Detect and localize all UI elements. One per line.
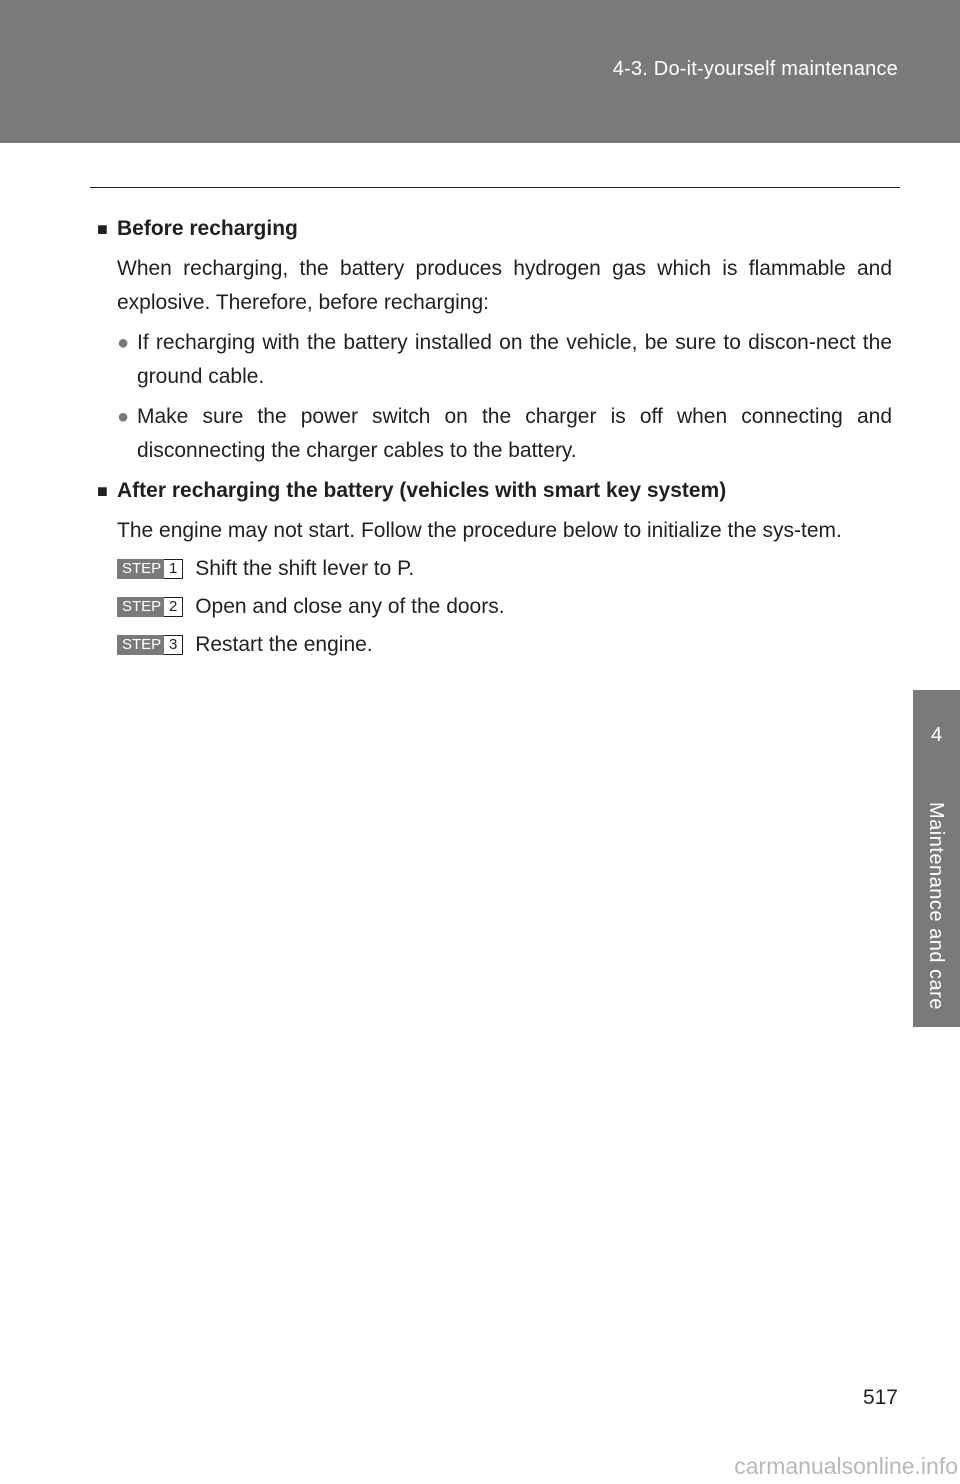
page-header (0, 0, 960, 143)
step-badge (117, 559, 183, 579)
section-paragraph: The engine may not start. Follow the procedure below to initialize the sys-tem. (117, 519, 842, 542)
step-label: STEP (117, 635, 164, 655)
section-heading-text: Before recharging (117, 217, 298, 240)
step-item (117, 590, 892, 624)
step-number: 3 (164, 635, 183, 655)
step-text: Shift the shift lever to P. (195, 557, 415, 580)
circle-bullet-icon: ● (117, 332, 130, 354)
step-label: STEP (117, 597, 164, 617)
square-bullet-icon: ■ (97, 219, 108, 239)
section-title: 4-3. Do-it-yourself maintenance (612, 58, 898, 80)
page-content (97, 212, 892, 662)
list-item (117, 400, 892, 468)
step-label: STEP (117, 559, 164, 579)
list-item-text: If recharging with the battery installed on the vehicle, be sure to discon-nect the ground cable. (137, 331, 892, 388)
page-number: 517 (862, 1386, 898, 1409)
step-text: Restart the engine. (195, 633, 373, 656)
list-item (117, 326, 892, 394)
step-item (117, 552, 892, 586)
step-number: 1 (164, 559, 183, 579)
step-badge (117, 635, 183, 655)
square-bullet-icon: ■ (97, 481, 108, 501)
header-rule (90, 187, 900, 188)
section-paragraph: When recharging, the battery produces hydrogen gas which is flammable and explosive. Therefore, before recharging: (117, 257, 892, 314)
step-text: Open and close any of the doors. (195, 595, 505, 618)
section-heading-text: After recharging the battery (vehicles with smart key system) (117, 479, 727, 502)
watermark[interactable]: carmanualsonline.info (734, 1453, 958, 1479)
chapter-side-tab (913, 690, 960, 1027)
chapter-number: 4 (930, 724, 943, 746)
list-item-text: Make sure the power switch on the charger is off when connecting and disconnecting the charger cables to the battery. (137, 405, 892, 462)
circle-bullet-icon: ● (117, 406, 130, 428)
chapter-label: Maintenance and care (925, 802, 947, 1010)
step-item (117, 628, 892, 662)
step-number: 2 (164, 597, 183, 617)
section-heading (97, 474, 892, 508)
step-badge (117, 597, 183, 617)
section-heading (97, 212, 892, 246)
